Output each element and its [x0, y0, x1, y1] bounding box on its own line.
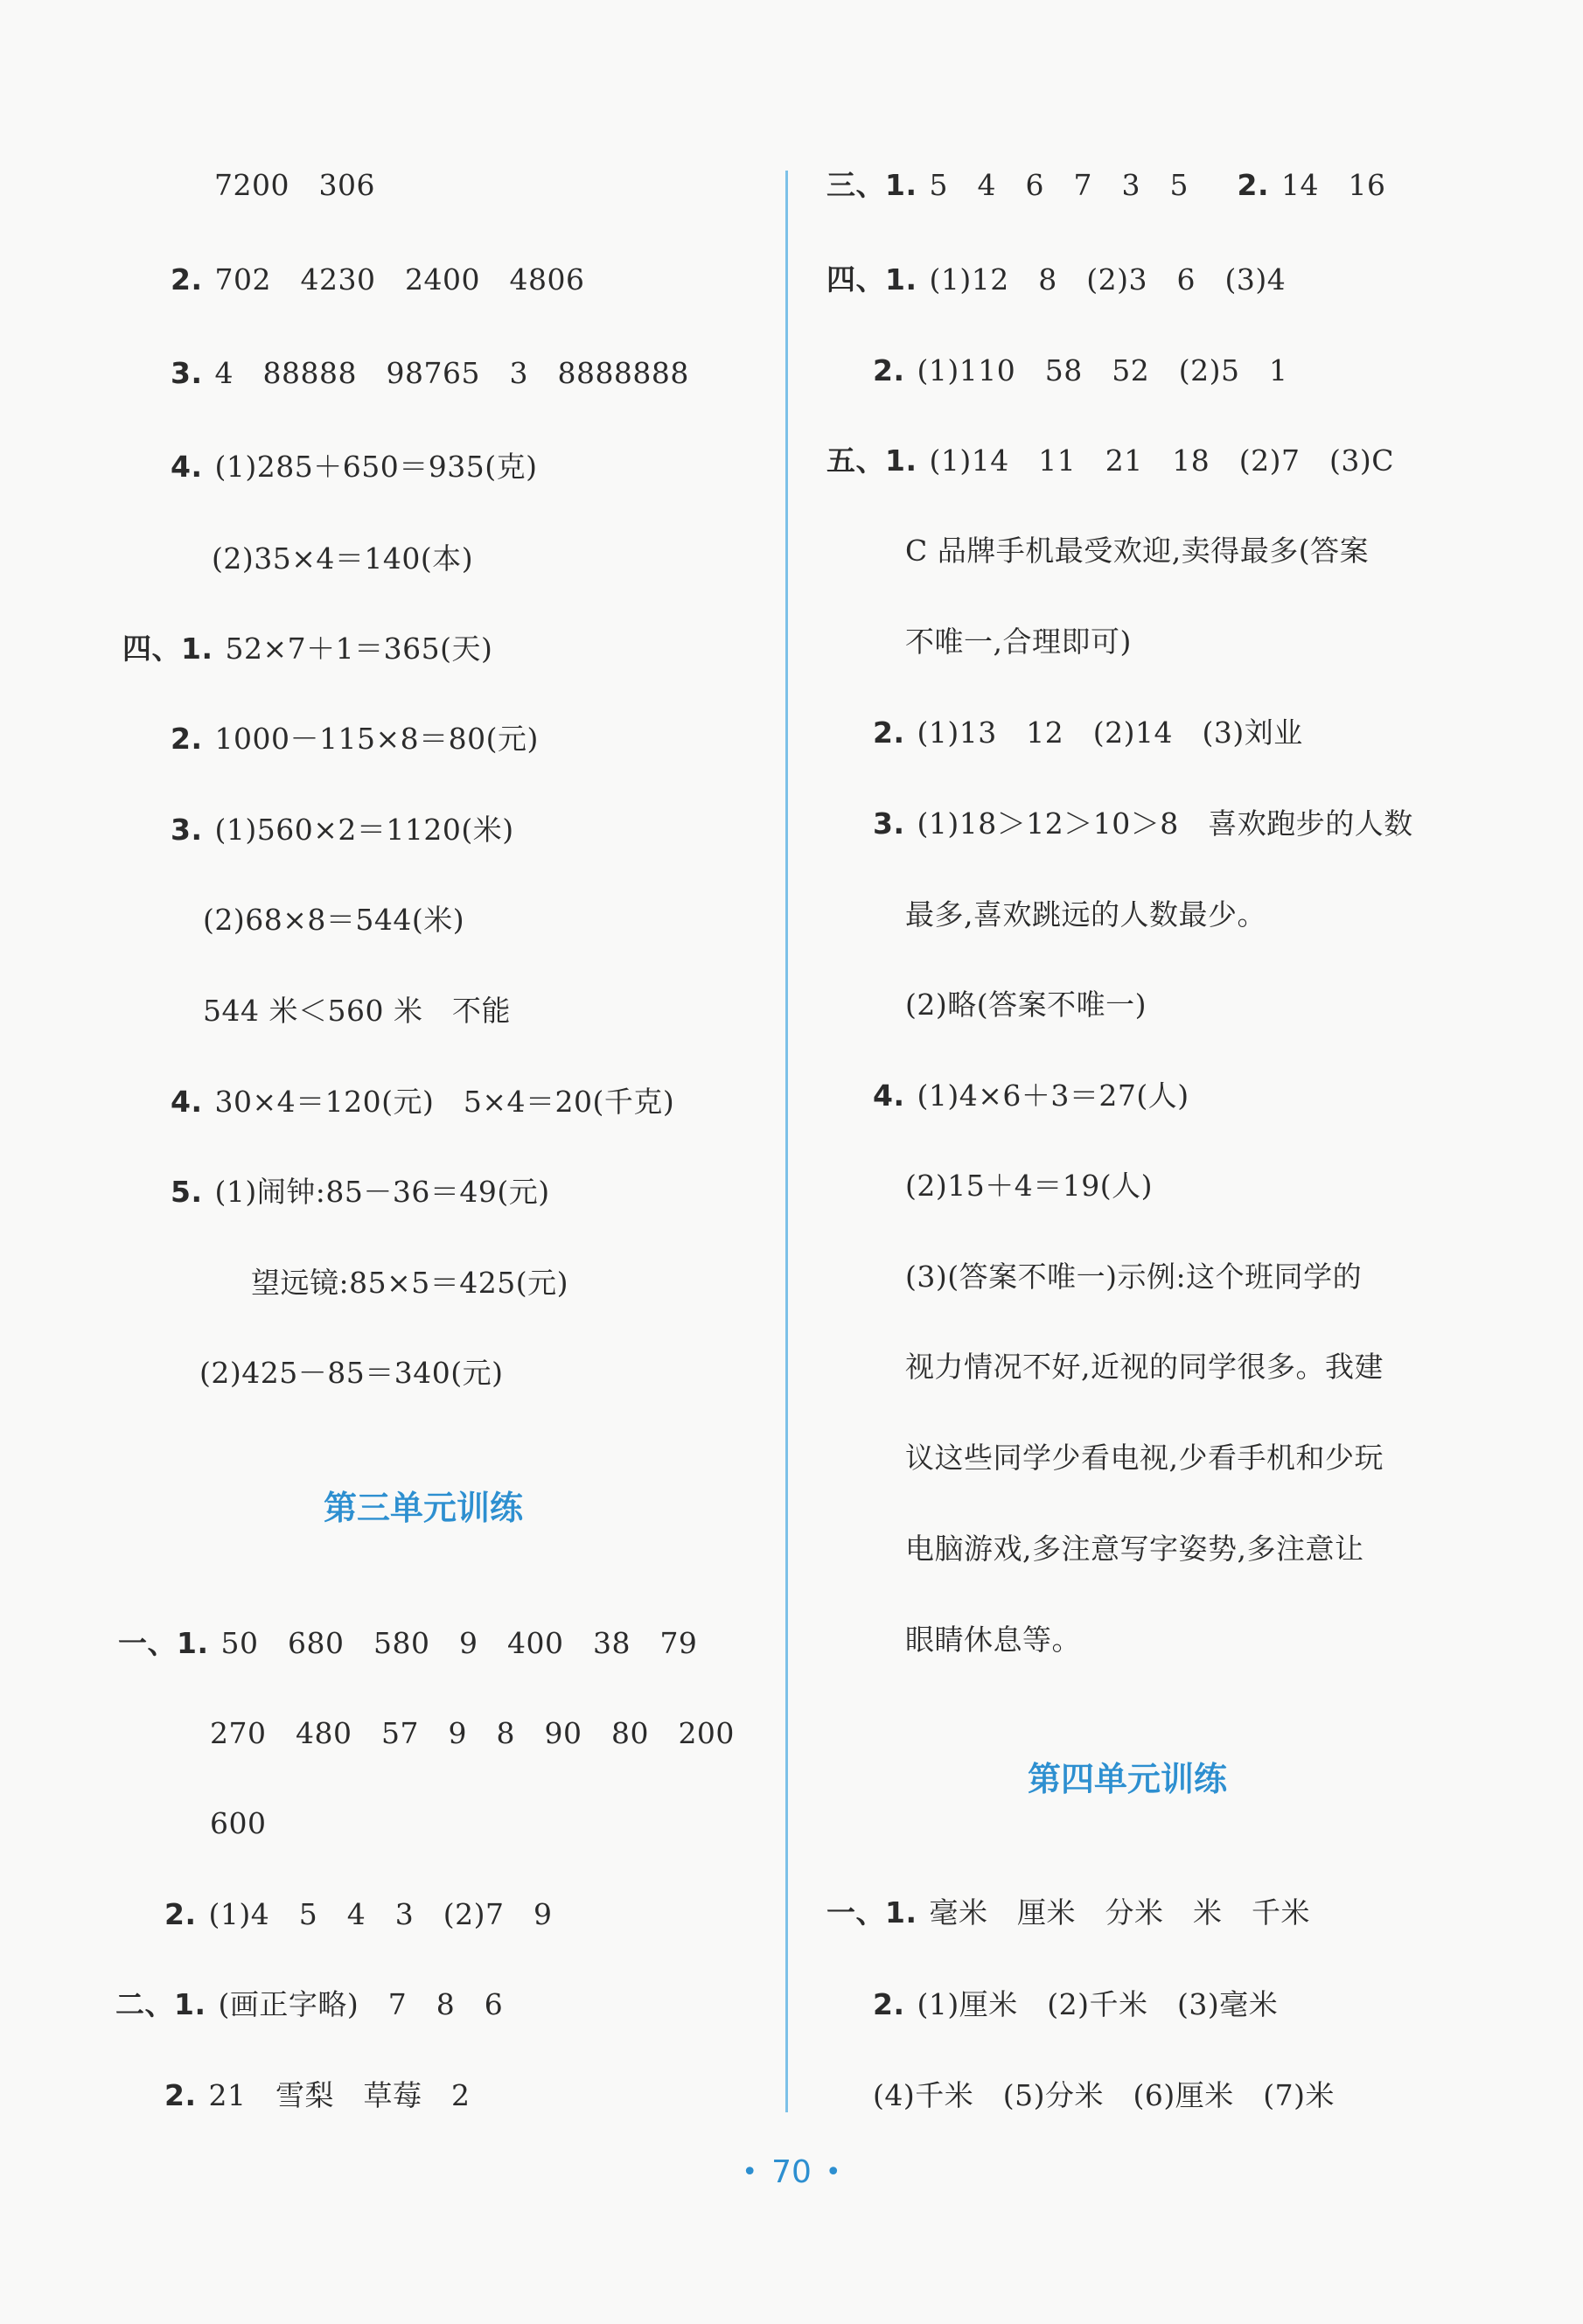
- answer-line: 2. (1)4 5 4 3 (2)7 9: [164, 1897, 553, 1931]
- answer-line: 7200 306: [214, 168, 375, 202]
- answer-line: 4. 30×4＝120(元) 5×4＝20(千克): [171, 1085, 675, 1119]
- answer-line: (2)15＋4＝19(人): [905, 1169, 1153, 1203]
- answer-line: 600: [210, 1806, 267, 1840]
- section-heading-unit-3: 第三单元训练: [324, 1489, 524, 1527]
- answer-line: 2. 702 4230 2400 4806: [171, 262, 585, 297]
- answer-line: 二、1. (画正字略) 7 8 6: [115, 1987, 504, 2021]
- answer-line: 望远镜:85×5＝425(元): [251, 1266, 568, 1300]
- answer-line: 四、1. 52×7＋1＝365(天): [122, 632, 493, 666]
- answer-line: 2. (1)110 58 52 (2)5 1: [873, 353, 1288, 387]
- answer-line: (2)425－85＝340(元): [199, 1356, 504, 1390]
- answer-line: 3. (1)18＞12＞10＞8 喜欢跑步的人数: [873, 806, 1413, 841]
- answer-line: 4. (1)4×6＋3＝27(人): [873, 1078, 1189, 1113]
- answer-line: 5. (1)闹钟:85－36＝49(元): [171, 1175, 550, 1209]
- answer-line: (4)千米 (5)分米 (6)厘米 (7)米: [873, 2078, 1335, 2112]
- answer-line: (2)略(答案不唯一): [905, 988, 1147, 1022]
- answer-line: 电脑游戏,多注意写字姿势,多注意让: [905, 1532, 1364, 1566]
- answer-line: C 品牌手机最受欢迎,卖得最多(答案: [905, 534, 1370, 568]
- answer-line: 一、1. 毫米 厘米 分米 米 千米: [826, 1895, 1310, 1930]
- answer-line: 议这些同学少看电视,少看手机和少玩: [905, 1441, 1384, 1475]
- answer-line: 三、1. 5 4 6 7 3 5 2. 14 16: [826, 168, 1386, 202]
- answer-line: 3. (1)560×2＝1120(米): [171, 813, 514, 847]
- answer-line: 眼睛休息等。: [905, 1623, 1081, 1657]
- answer-line: 最多,喜欢跳远的人数最少。: [905, 897, 1266, 932]
- answer-line: (2)35×4＝140(本): [212, 541, 474, 576]
- column-divider: [785, 171, 788, 2112]
- page-number: [0, 2152, 1583, 2194]
- answer-line: 2. 1000－115×8＝80(元): [171, 722, 539, 756]
- answer-line: 视力情况不好,近视的同学很多。我建: [905, 1350, 1384, 1384]
- answer-line: 2. (1)厘米 (2)千米 (3)毫米: [873, 1987, 1279, 2021]
- answer-line: (3)(答案不唯一)示例:这个班同学的: [905, 1260, 1363, 1294]
- answer-line: 270 480 57 9 8 90 80 200: [210, 1716, 735, 1750]
- answer-line: 不唯一,合理即可): [905, 625, 1132, 659]
- answer-line: 一、1. 50 680 580 9 400 38 79: [118, 1626, 698, 1660]
- answer-line: 4. (1)285＋650＝935(克): [171, 450, 538, 484]
- answer-line: 五、1. (1)14 11 21 18 (2)7 (3)C: [826, 443, 1394, 478]
- bullet-dot: •: [825, 2157, 841, 2188]
- answer-line: 2. (1)13 12 (2)14 (3)刘业: [873, 715, 1303, 750]
- page-number-value: 70: [771, 2154, 812, 2190]
- answer-line: 2. 21 雪梨 草莓 2: [164, 2078, 471, 2112]
- bullet-dot: •: [742, 2157, 758, 2188]
- answer-line: 3. 4 88888 98765 3 8888888: [171, 356, 689, 390]
- answer-line: 544 米＜560 米 不能: [203, 994, 511, 1028]
- answer-line: 四、1. (1)12 8 (2)3 6 (3)4: [826, 262, 1287, 297]
- answer-line: (2)68×8＝544(米): [203, 903, 465, 937]
- section-heading-unit-4: 第四单元训练: [1028, 1760, 1228, 1798]
